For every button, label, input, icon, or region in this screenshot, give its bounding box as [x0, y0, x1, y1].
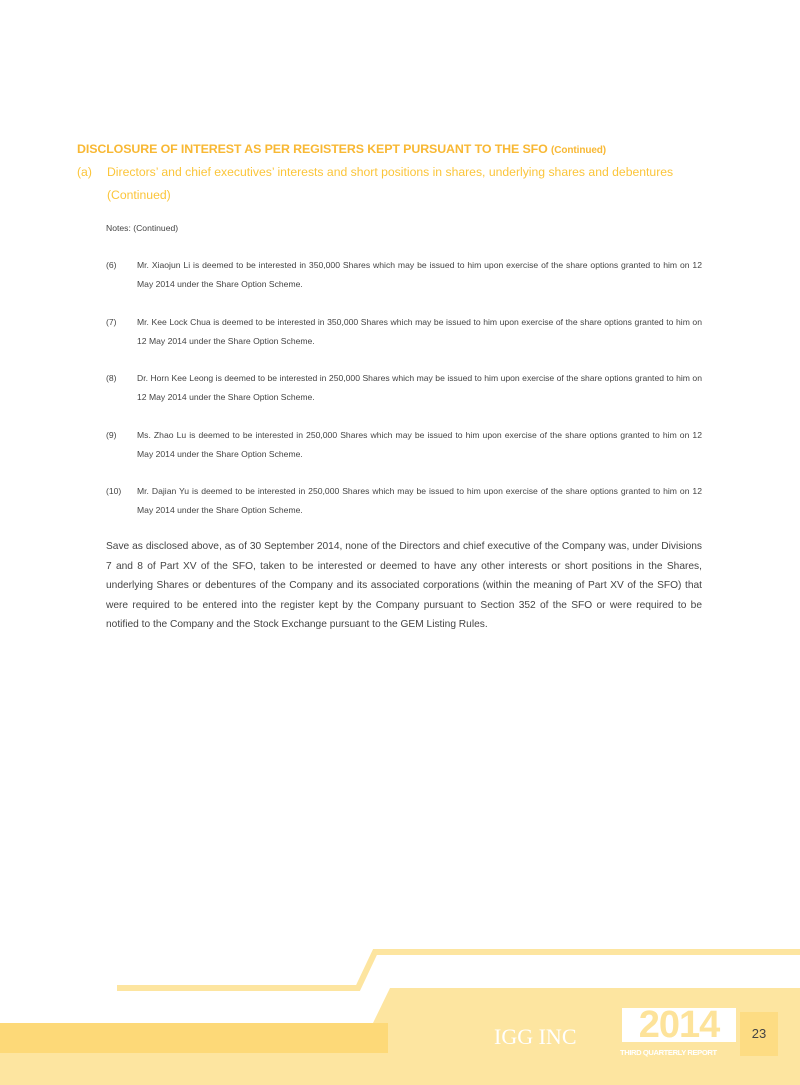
- note-number: (9): [106, 430, 117, 440]
- heading-continued: (Continued): [551, 145, 607, 156]
- note-text: Dr. Horn Kee Leong is deemed to be interested in 250,000 Shares which may be issued to him upon exercise of the share options granted to him on 12 May 2014 under the Share Option Scheme.: [137, 373, 702, 402]
- note-text: Ms. Zhao Lu is deemed to be interested in 250,000 Shares which may be issued to him upon exercise of the share options granted to him on 12 May 2014 under the Share Option Scheme.: [137, 430, 702, 459]
- note-text: Mr. Xiaojun Li is deemed to be interested in 350,000 Shares which may be issued to him upon exercise of the share options granted to him on 12 May 2014 under the Share Option Scheme.: [137, 260, 702, 289]
- company-name: IGG INC: [494, 1024, 577, 1049]
- page-number: 23: [740, 1012, 778, 1056]
- note-number: (8): [106, 373, 117, 383]
- note-number: (6): [106, 260, 117, 270]
- report-title: THIRD QUARTERLY REPORT: [620, 1048, 717, 1057]
- note-item: [106, 256, 702, 294]
- notes-title: Notes: (Continued): [106, 223, 179, 233]
- subsection-text: Directors’ and chief executives’ interests and short positions in shares, underlying shares and debentures: [107, 165, 674, 179]
- heading-text: DISCLOSURE OF INTEREST AS PER REGISTERS KEPT PURSUANT TO THE SFO: [77, 142, 548, 156]
- note-text: Mr. Dajian Yu is deemed to be interested in 250,000 Shares which may be issued to him upon exercise of the share options granted to him on 12 May 2014 under the Share Option Scheme.: [137, 486, 702, 515]
- report-year-logo: 2014: [622, 1008, 736, 1042]
- subsection-label: (a): [77, 165, 92, 179]
- subsection-continued: (Continued): [107, 188, 171, 202]
- note-number: (10): [106, 486, 122, 496]
- note-number: (7): [106, 317, 117, 327]
- note-item: [106, 482, 702, 520]
- note-item: [106, 426, 702, 464]
- note-text: Mr. Kee Lock Chua is deemed to be interested in 350,000 Shares which may be issued to him upon exercise of the share options granted to him on 12 May 2014 under the Share Option Scheme.: [137, 317, 702, 346]
- body-paragraph: Save as disclosed above, as of 30 September 2014, none of the Directors and chief executive of the Company was, under Divisions 7 and 8 of Part XV of the SFO, taken to be interested or deemed to have any other interests or short positions in the Shares, underlying Shares or debentures of the Company and its associated corporations (within the meaning of Part XV of the SFO) that were required to be entered into the register kept by the Company pursuant to Section 352 of the SFO or were required to be notified to the Company and the Stock Exchange pursuant to the GEM Listing Rules.: [106, 541, 702, 631]
- subsection-heading: [77, 161, 707, 207]
- section-heading: [77, 142, 606, 156]
- note-item: [106, 369, 702, 407]
- note-item: [106, 313, 702, 351]
